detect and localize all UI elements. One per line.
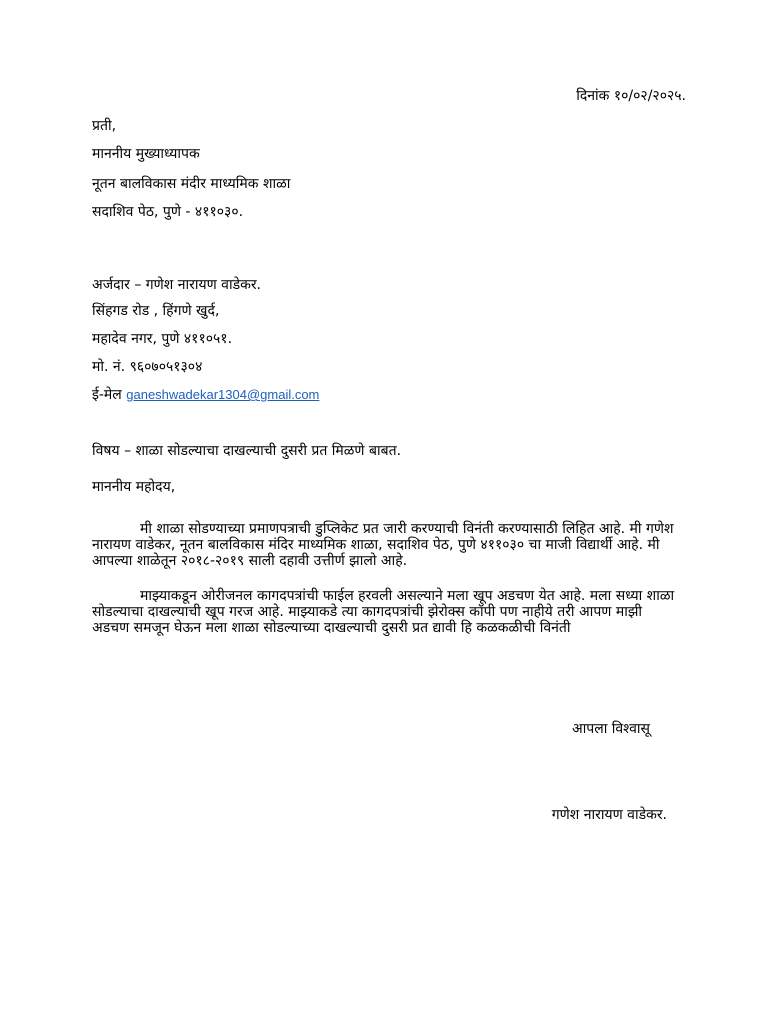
email-link[interactable]: ganeshwadekar1304@gmail.com: [126, 387, 320, 402]
recipient-label: प्रती,: [92, 118, 117, 134]
applicant-name: अर्जदार – गणेश नारायण वाडेकर.: [92, 277, 262, 293]
letter-signature: गणेश नारायण वाडेकर.: [551, 807, 667, 823]
body-paragraph-1: मी शाळा सोडण्याच्या प्रमाणपत्राची डुप्लिकेट प्रत जारी करण्याची विनंती करण्यासाठी लिहित आहे. मी गणेश नारायण वाडेकर, नूतन बालविकास मंदिर माध्यमिक शाळा, सदाशिव पेठ, पुणे ४११०३० चा माजी विद्यार्थी आहे. मी आपल्या शाळेतून २०१८-२०१९ साली दहावी उत्तीर्ण झालो आहे.: [92, 521, 674, 569]
applicant-email-row: [92, 386, 319, 404]
applicant-address-line2: महादेव नगर, पुणे ४११०५१.: [92, 331, 233, 347]
body-paragraph-2: माझ्याकडून ओरीजनल कागदपत्रांची फाईल हरवली असल्याने मला खूप अडचण येत आहे. मला सध्या शाळा सोडल्याचा दाखल्याची खूप गरज आहे. माझ्याकडे त्या कागदपत्रांची झेरोक्स कॉपी पण नाहीये तरी आपण माझी अडचण समजून घेऊन मला शाळा सोडल्याच्या दाखल्याची दुसरी प्रत द्यावी हि कळकळीची विनंती: [92, 588, 675, 636]
recipient-school: नूतन बालविकास मंदीर माध्यमिक शाळा: [92, 176, 291, 192]
recipient-title: माननीय मुख्याध्यापक: [92, 146, 200, 162]
letter-salutation: माननीय महोदय,: [92, 479, 176, 495]
recipient-address: सदाशिव पेठ, पुणे - ४११०३०.: [92, 204, 244, 220]
applicant-address-line1: सिंहगड रोड , हिंगणे खुर्द,: [92, 303, 220, 319]
applicant-phone: मो. नं. ९६०७०५१३०४: [92, 359, 203, 375]
letter-date: दिनांक १०/०२/२०२५.: [576, 88, 686, 104]
letter-subject: विषय – शाळा सोडल्याचा दाखल्याची दुसरी प्रत मिळणे बाबत.: [92, 443, 402, 459]
email-label: ई-मेल: [92, 387, 122, 403]
letter-closing: आपला विश्वासू: [571, 721, 650, 737]
